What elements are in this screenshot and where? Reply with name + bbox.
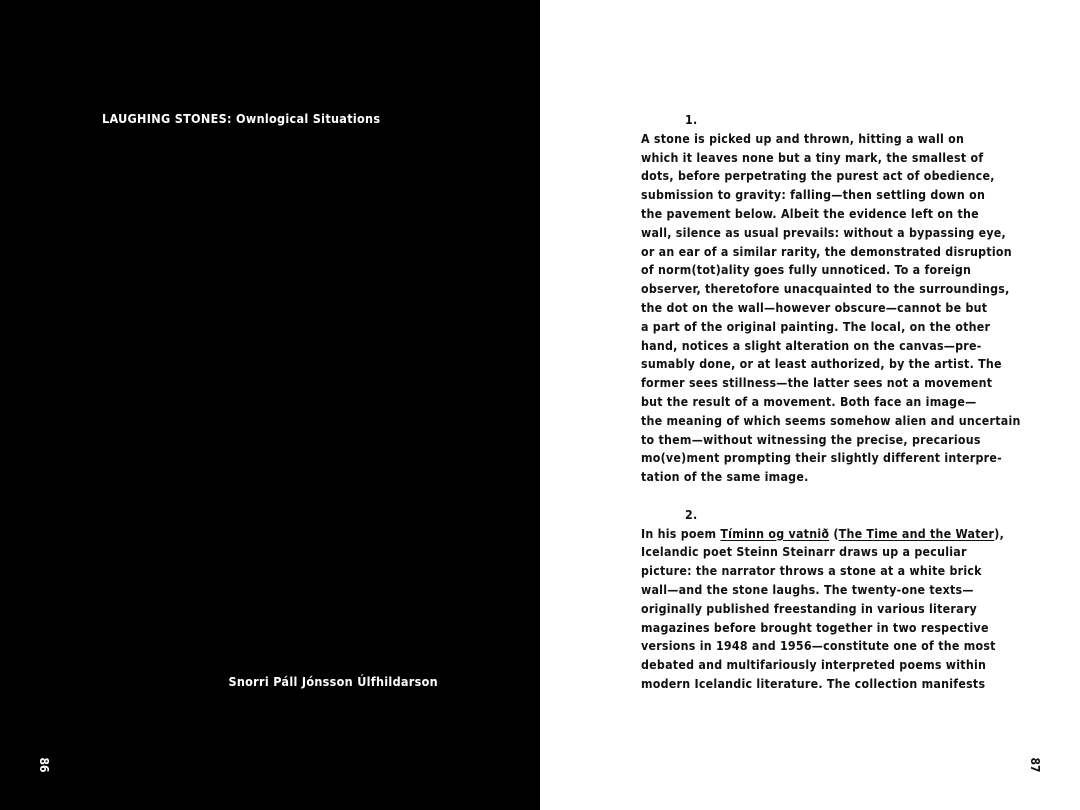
paragraph-line: dots, before perpetrating the purest act of obedience, [641, 169, 995, 184]
paragraph-line: former sees stillness—the latter sees not a movement [641, 376, 993, 391]
poem-title-english: The Time and the Water [838, 526, 995, 541]
paragraph-line: versions in 1948 and 1956—constitute one of the most [641, 639, 996, 654]
chapter-title: LAUGHING STONES: Ownlogical Situations [102, 111, 381, 126]
paragraph-line: A stone is picked up and thrown, hitting a wall on [641, 131, 965, 146]
paragraph-line: tation of the same image. [641, 470, 809, 485]
paragraph-line: originally published freestanding in various literary [641, 601, 977, 616]
paragraph-line: to them—without witnessing the precise, precarious [641, 432, 981, 447]
poem-title-icelandic: Tíminn og vatnið [720, 526, 830, 541]
paragraph-line: Icelandic poet Steinn Steinarr draws up a peculiar [641, 545, 967, 560]
paragraph-line: the dot on the wall—however obscure—cannot be but [641, 300, 988, 315]
paragraph-line: observer, theretofore unacquainted to the surroundings, [641, 282, 1010, 297]
paragraph-line: or an ear of a similar rarity, the demonstrated disruption [641, 244, 1012, 259]
body-text [641, 111, 1021, 694]
section-2-paragraph [641, 525, 1005, 694]
line-suffix: ), [994, 526, 1005, 541]
page-number-right: 87 [1028, 757, 1042, 773]
paragraph-line: of norm(tot)ality goes fully unnoticed. To a foreign [641, 263, 972, 278]
author-name: Snorri Páll Jónsson Úlfhildarson [228, 674, 438, 689]
section-number-2: 2. [685, 507, 698, 522]
section-number-1: 1. [685, 113, 698, 127]
page-number-left: 86 [37, 757, 51, 773]
paragraph-line: which it leaves none but a tiny mark, the smallest of [641, 150, 984, 165]
line-prefix: In his poem [641, 526, 721, 541]
paragraph-line: magazines before brought together in two respective [641, 620, 989, 635]
paragraph-line: picture: the narrator throws a stone at a white brick [641, 564, 982, 579]
paragraph-line: debated and multifariously interpreted poems within [641, 658, 987, 673]
paragraph-first-line [641, 525, 1005, 544]
section-1-paragraph [641, 130, 1021, 487]
paragraph-line: hand, notices a slight alteration on the canvas—pre- [641, 338, 982, 353]
paragraph-line: modern Icelandic literature. The collection manifests [641, 676, 986, 691]
paragraph-line: the pavement below. Albeit the evidence left on the [641, 206, 979, 221]
right-page [540, 0, 1080, 810]
line-between: ( [829, 526, 839, 541]
paragraph-line: submission to gravity: falling—then settling down on [641, 188, 986, 203]
paragraph-line: mo(ve)ment prompting their slightly different interpre- [641, 451, 1002, 466]
paragraph-line: but the result of a movement. Both face an image— [641, 394, 977, 409]
paragraph-line: wall—and the stone laughs. The twenty-one texts— [641, 582, 974, 597]
paragraph-line: the meaning of which seems somehow alien and uncertain [641, 413, 1021, 428]
section-gap [641, 487, 981, 506]
paragraph-line: a part of the original painting. The local, on the other [641, 319, 991, 334]
paragraph-line: wall, silence as usual prevails: without a bypassing eye, [641, 225, 1007, 240]
paragraph-line: sumably done, or at least authorized, by the artist. The [641, 357, 1002, 372]
